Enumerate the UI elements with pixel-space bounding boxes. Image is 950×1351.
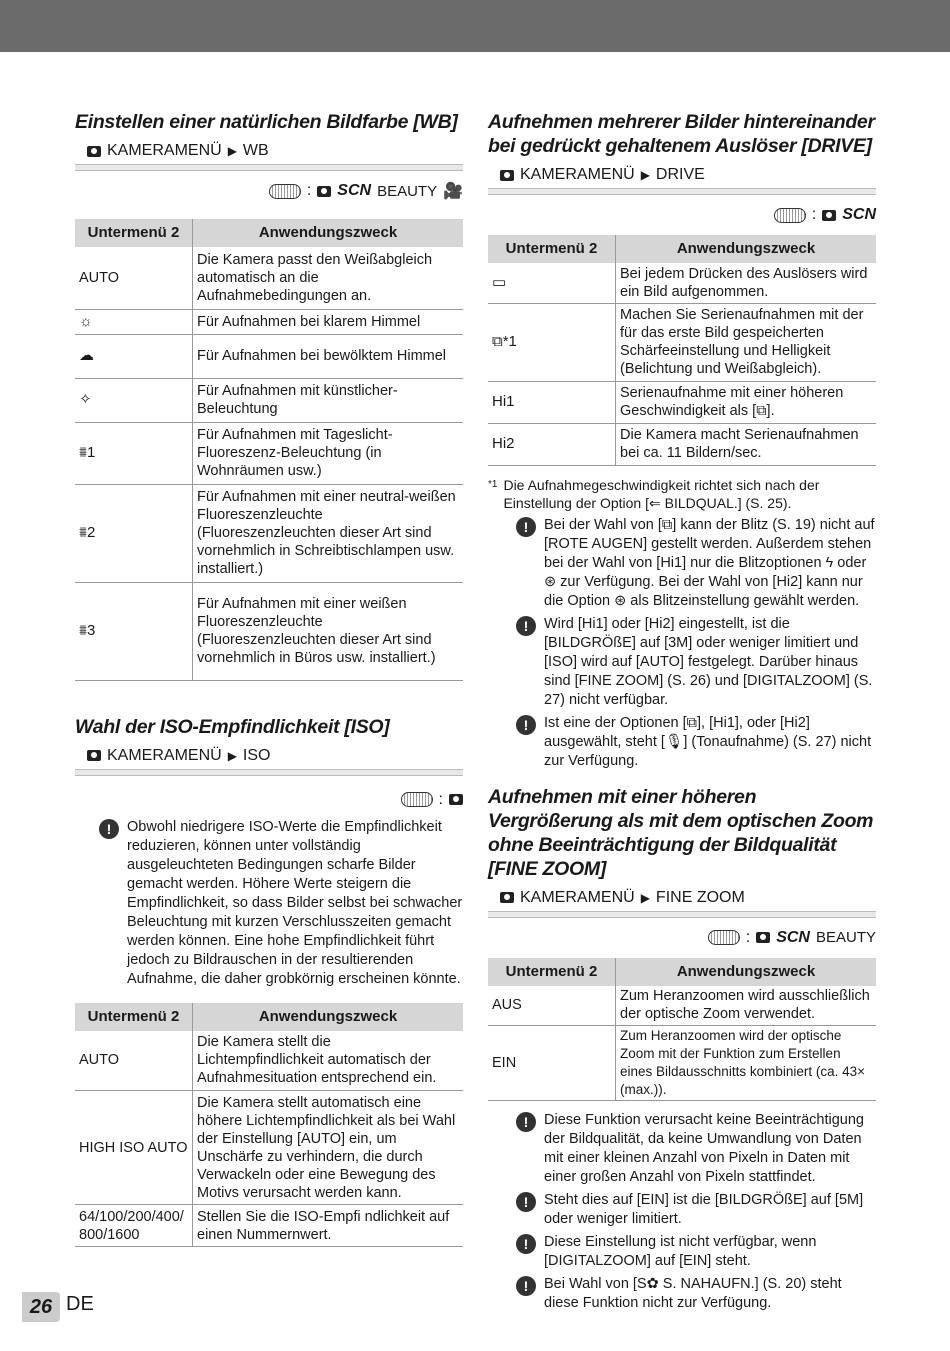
mode-dial-icon xyxy=(401,792,433,807)
finezoom-menu-item: FINE ZOOM xyxy=(655,888,745,906)
scn-mode: SCN xyxy=(776,928,810,946)
beauty-mode: BEAUTY xyxy=(377,182,438,200)
iso-row-text: Stellen Sie die ISO-Empfi ndlichkeit auf einen Nummernwert. xyxy=(193,1205,464,1247)
iso-table xyxy=(75,1003,463,1248)
scn-mode: SCN xyxy=(337,182,372,199)
iso-row-text: Die Kamera stellt automatisch eine höhere Lichtempfindlichkeit als bei Wahl der Einstellung [AUTO] ein, um Unschärfe zu verhindern, die durch Verwackeln oder eine Bewegung des Motivs verursacht werden kann. xyxy=(193,1091,464,1205)
finezoom-table xyxy=(488,958,876,1102)
footnote-text: Die Aufnahmegeschwindigkeit richtet sich nach der Einstellung der Option [⇐ BILDQUAL.] (S. 25). xyxy=(503,476,820,511)
drive-table xyxy=(488,235,876,466)
single-shot-icon: ▭ xyxy=(488,263,616,303)
drive-row-text: Serienaufnahme mit einer höheren Geschwindigkeit als [⧉]. xyxy=(616,381,877,423)
hi2-icon: Hi2 xyxy=(488,423,616,465)
drive-menu-item: DRIVE xyxy=(655,166,705,183)
finezoom-row-text: Zum Heranzoomen wird ausschließlich der optische Zoom verwendet. xyxy=(616,986,877,1026)
camera-mode-icon xyxy=(822,210,836,221)
drive-note xyxy=(516,615,876,710)
caution-icon: ! xyxy=(516,715,536,735)
drive-footnote xyxy=(488,476,876,512)
finezoom-note-text: Diese Einstellung ist nicht verfügbar, wenn [DIGITALZOOM] auf [EIN] steht. xyxy=(544,1234,817,1269)
iso-modes: : xyxy=(75,788,463,812)
wb-row-text: Für Aufnahmen bei klarem Himmel xyxy=(193,309,464,334)
drive-th-1: Untermenü 2 xyxy=(488,235,616,263)
wb-menu-item: WB xyxy=(242,142,269,159)
wb-row-text: Für Aufnahmen bei bewölktem Himmel xyxy=(193,334,464,378)
arrow-right-icon: ▶ xyxy=(640,890,650,905)
finezoom-note-text: Bei Wahl von [S✿ S. NAHAUFN.] (S. 20) steht diese Funktion nicht zur Verfügung. xyxy=(544,1276,842,1311)
finezoom-note xyxy=(516,1111,876,1187)
scn-mode: SCN xyxy=(842,206,876,223)
sunny-icon: ☼ xyxy=(75,309,193,334)
wb-row-text: Für Aufnahmen mit einer weißen Fluoreszenzleuchte (Fluoreszenzleuchten dieser Art sind vornehmlich in Büros usw. installiert.) xyxy=(193,582,464,680)
camera-menu-icon xyxy=(87,146,101,157)
camera-menu-icon xyxy=(500,892,514,903)
camera-menu-icon xyxy=(500,170,514,181)
finezoom-row-label: EIN xyxy=(488,1026,616,1101)
iso-separator xyxy=(75,769,463,776)
caution-icon: ! xyxy=(516,616,536,636)
page-number: 26 xyxy=(22,1292,60,1322)
fluorescent-1-icon: ⩩1 xyxy=(75,422,193,484)
camera-mode-icon xyxy=(756,932,770,943)
wb-menu-label: KAMERAMENÜ xyxy=(107,142,222,159)
beauty-mode: BEAUTY xyxy=(815,929,876,946)
fluorescent-3-icon: ⩩3 xyxy=(75,582,193,680)
iso-menu-label: KAMERAMENÜ xyxy=(107,746,222,764)
iso-row-text: Die Kamera stellt die Lichtempfindlichkeit automatisch der Aufnahmesituation entsprechend ein. xyxy=(193,1031,464,1091)
arrow-right-icon: ▶ xyxy=(227,144,237,158)
cloudy-icon: ☁ xyxy=(75,334,193,378)
finezoom-note xyxy=(516,1191,876,1229)
tungsten-icon: ✧ xyxy=(75,378,193,422)
drive-th-2: Anwendungszweck xyxy=(616,235,877,263)
wb-modes: : SCN BEAUTY 🎥 xyxy=(75,179,463,203)
iso-note xyxy=(75,818,463,989)
movie-icon: 🎥 xyxy=(443,183,463,200)
wb-row-icon: AUTO xyxy=(75,247,193,309)
finezoom-notes xyxy=(488,1111,876,1313)
finezoom-modes: : SCN BEAUTY xyxy=(488,926,876,950)
caution-icon: ! xyxy=(516,1234,536,1254)
hi1-icon: Hi1 xyxy=(488,381,616,423)
drive-note xyxy=(516,714,876,771)
caution-icon: ! xyxy=(99,819,119,839)
caution-icon: ! xyxy=(516,1276,536,1296)
finezoom-note-text: Diese Funktion verursacht keine Beeinträchtigung der Bildqualität, da keine Umwandlung von Daten mit einer kleinen Anzahl von Pixeln in Daten mit einer großen Anzahl von Pixeln stattfindet. xyxy=(544,1112,864,1185)
drive-notes xyxy=(488,516,876,771)
drive-note xyxy=(516,516,876,611)
drive-separator xyxy=(488,188,876,195)
wb-row-text: Die Kamera passt den Weißabgleich automatisch an die Aufnahmebedingungen an. xyxy=(193,247,464,309)
drive-menu-label: KAMERAMENÜ xyxy=(520,166,635,183)
drive-row-text: Bei jedem Drücken des Auslösers wird ein Bild aufgenommen. xyxy=(616,263,877,303)
wb-separator xyxy=(75,164,463,171)
iso-note-text: Obwohl niedrigere ISO-Werte die Empfindlichkeit reduzieren, können unter vollständig ausgeleuchteten Bedingungen scharfe Bilder gemacht werden. Höhere Werte steigern die Empfindlichkeit, so dass Bilder selbst bei schwacher Beleuchtung mit kurzen Verschlusszeiten gemacht werden können. Eine hohe Empfindlichkeit führt jedoch zu Bildrauschen in der resultierenden Aufnahme, die daher grobkörnig erscheinen könnte. xyxy=(127,818,463,987)
drive-title: Aufnehmen mehrerer Bilder hintereinander bei gedrückt gehaltenem Auslöser [DRIVE] xyxy=(488,111,875,157)
finezoom-th-2: Anwendungszweck xyxy=(616,958,877,986)
iso-row-label: AUTO xyxy=(75,1031,193,1091)
wb-title: Einstellen einer natürlichen Bildfarbe [WB] xyxy=(75,111,458,133)
left-column xyxy=(75,110,463,1247)
drive-note-text: Wird [Hi1] oder [Hi2] eingestellt, ist die [BILDGRÖßE] auf [3M] oder weniger limitiert und [ISO] wird auf [AUTO] festgelegt. Darüber hinaus sind [FINE ZOOM] (S. 26) und [DIGITALZOOM] (S. 27) nicht verfügbar. xyxy=(544,615,873,708)
arrow-right-icon: ▶ xyxy=(227,748,237,763)
drive-row-text: Machen Sie Serienaufnahmen mit der für das erste Bild gespeicherten Schärfeeinstellung und Helligkeit (Belichtung und Weißabgleich). xyxy=(616,303,877,381)
right-column xyxy=(488,110,876,1317)
mode-dial-icon xyxy=(708,930,740,945)
mode-dial-icon xyxy=(269,184,301,199)
wb-th-1: Untermenü 2 xyxy=(75,219,193,247)
sequential-icon: ⧉*1 xyxy=(488,303,616,381)
page-language: DE xyxy=(66,1293,94,1315)
wb-table xyxy=(75,219,463,681)
finezoom-th-1: Untermenü 2 xyxy=(488,958,616,986)
drive-menu-path xyxy=(488,164,876,186)
wb-th-2: Anwendungszweck xyxy=(193,219,464,247)
finezoom-title: Aufnehmen mit einer höheren Vergrößerung als mit dem optischen Zoom ohne Beeinträchtigung der Bildqualität [FINE ZOOM] xyxy=(488,785,874,880)
iso-menu-item: ISO xyxy=(242,746,271,764)
caution-icon: ! xyxy=(516,1112,536,1132)
mode-dial-icon xyxy=(774,208,806,223)
finezoom-row-label: AUS xyxy=(488,986,616,1026)
iso-th-1: Untermenü 2 xyxy=(75,1003,193,1031)
iso-row-label: HIGH ISO AUTO xyxy=(75,1091,193,1205)
finezoom-note-text: Steht dies auf [EIN] ist die [BILDGRÖßE] auf [5M] oder weniger limitiert. xyxy=(544,1192,864,1227)
arrow-right-icon: ▶ xyxy=(640,168,650,182)
fluorescent-2-icon: ⩩2 xyxy=(75,484,193,582)
camera-mode-icon xyxy=(449,794,463,805)
camera-mode-icon xyxy=(317,186,331,197)
caution-icon: ! xyxy=(516,517,536,537)
wb-row-text: Für Aufnahmen mit Tageslicht-Fluoreszenz-Beleuchtung (in Wohnräumen usw.) xyxy=(193,422,464,484)
caution-icon: ! xyxy=(516,1192,536,1212)
camera-menu-icon xyxy=(87,750,101,761)
iso-title: Wahl der ISO-Empfindlichkeit [ISO] xyxy=(75,715,390,738)
finezoom-note xyxy=(516,1233,876,1271)
finezoom-separator xyxy=(488,911,876,918)
finezoom-row-text: Zum Heranzoomen wird der optische Zoom mit der Funktion zum Erstellen eines Bildausschnitts kombiniert (ca. 43× (max.)). xyxy=(616,1026,877,1101)
iso-th-2: Anwendungszweck xyxy=(193,1003,464,1031)
wb-menu-path xyxy=(75,140,463,162)
wb-row-text: Für Aufnahmen mit einer neutral-weißen Fluoreszenzleuchte (Fluoreszenzleuchten dieser Art sind vornehmlich in Schreibtischlampen usw. installiert.) xyxy=(193,484,464,582)
top-banner xyxy=(0,0,950,52)
footnote-mark: *1 xyxy=(488,478,498,490)
iso-row-label: 64/100/200/400/ 800/1600 xyxy=(75,1205,193,1247)
drive-row-text: Die Kamera macht Serienaufnahmen bei ca. 11 Bildern/sec. xyxy=(616,423,877,465)
finezoom-menu-path xyxy=(488,887,876,909)
iso-menu-path xyxy=(75,745,463,767)
drive-note-text: Ist eine der Optionen [⧉], [Hi1], oder [Hi2] ausgewählt, steht [🎙] (Tonaufnahme) (S. 27) nicht zur Verfügung. xyxy=(544,714,872,769)
drive-note-text: Bei der Wahl von [⧉] kann der Blitz (S. 19) nicht auf [ROTE AUGEN] gestellt werden. Außerdem stehen bei der Wahl von [Hi1] nur die Blitzoptionen ϟ oder ⊛ zur Verfügung. Bei der Wahl von [Hi2] kann nur die Option ⊛ als Blitzeinstellung gewählt werden. xyxy=(544,516,875,609)
finezoom-menu-label: KAMERAMENÜ xyxy=(520,888,635,906)
wb-row-text: Für Aufnahmen mit künstlicher-Beleuchtung xyxy=(193,378,464,422)
drive-modes: : SCN xyxy=(488,203,876,227)
finezoom-note xyxy=(516,1275,876,1313)
